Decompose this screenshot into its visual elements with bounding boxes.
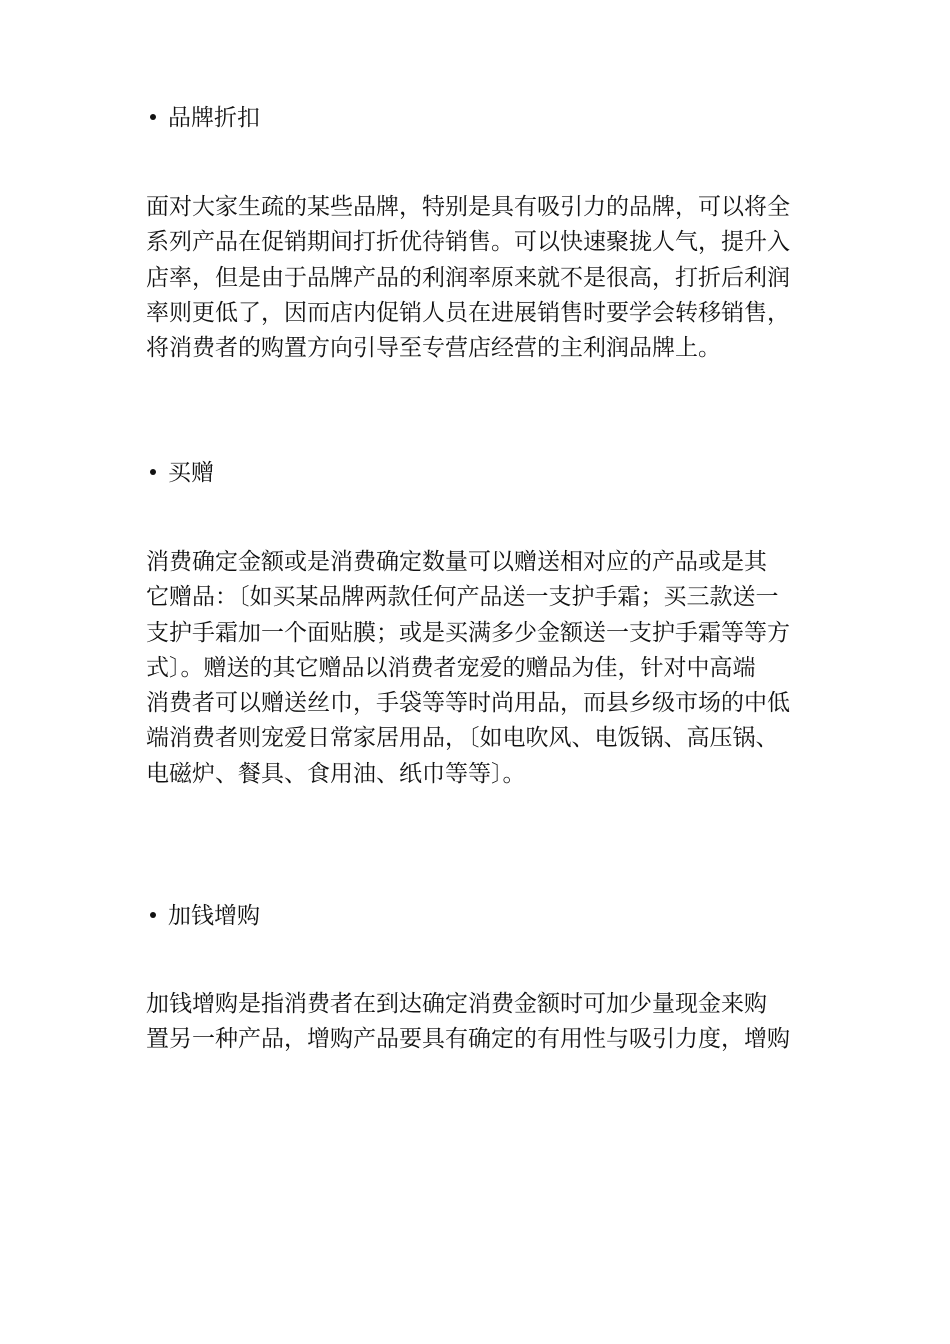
paragraph-line: 将消费者的购置方向引导至专营店经营的主利润品牌上。 <box>146 335 721 362</box>
paragraph-line: 支护手霜加一个面贴膜；或是买满多少金额送一支护手霜等等方 <box>146 619 790 646</box>
paragraph-add-money-purchase <box>146 987 826 1058</box>
paragraph-line: 系列产品在促销期间打折优待销售。可以快速聚拢人气，提升入 <box>146 229 790 256</box>
paragraph-brand-discount <box>146 190 826 366</box>
paragraph-line: 它赠品：〔如买某品牌两款任何产品送一支护手霜；买三款送一 <box>146 584 779 611</box>
paragraph-line: 店率，但是由于品牌产品的利润率原来就不是很高，打折后利润 <box>146 264 790 291</box>
bullet-icon <box>150 469 156 475</box>
bullet-icon <box>150 114 156 120</box>
paragraph-line: 式〕。赠送的其它赠品以消费者宠爱的赠品为佳，针对中高端 <box>146 654 756 681</box>
section-heading-add-money-purchase <box>150 901 260 931</box>
bullet-icon <box>150 912 156 918</box>
paragraph-line: 消费确定金额或是消费确定数量可以赠送相对应的产品或是其 <box>146 549 767 575</box>
section-heading-text: 加钱增购 <box>168 903 260 929</box>
paragraph-line: 加钱增购是指消费者在到达确定消费金额时可加少量现金来购 <box>146 991 767 1017</box>
paragraph-line: 率则更低了，因而店内促销人员在进展销售时要学会转移销售， <box>146 299 790 326</box>
section-heading-brand-discount <box>150 103 260 133</box>
section-heading-buy-gift <box>150 458 214 488</box>
paragraph-line: 消费者可以赠送丝巾，手袋等等时尚用品，而县乡级市场的中低 <box>146 690 790 717</box>
paragraph-line: 面对大家生疏的某些品牌，特别是具有吸引力的品牌，可以将全 <box>146 194 790 220</box>
paragraph-line: 端消费者则宠爱日常家居用品，〔如电吹风、电饭锅、高压锅、 <box>146 725 779 752</box>
paragraph-line: 电磁炉、餐具、食用油、纸巾等等〕。 <box>146 760 526 787</box>
paragraph-buy-gift <box>146 545 826 792</box>
section-heading-text: 品牌折扣 <box>168 105 260 131</box>
section-heading-text: 买赠 <box>168 460 214 486</box>
paragraph-line: 置另一种产品，增购产品要具有确定的有用性与吸引力度，增购 <box>146 1026 790 1053</box>
